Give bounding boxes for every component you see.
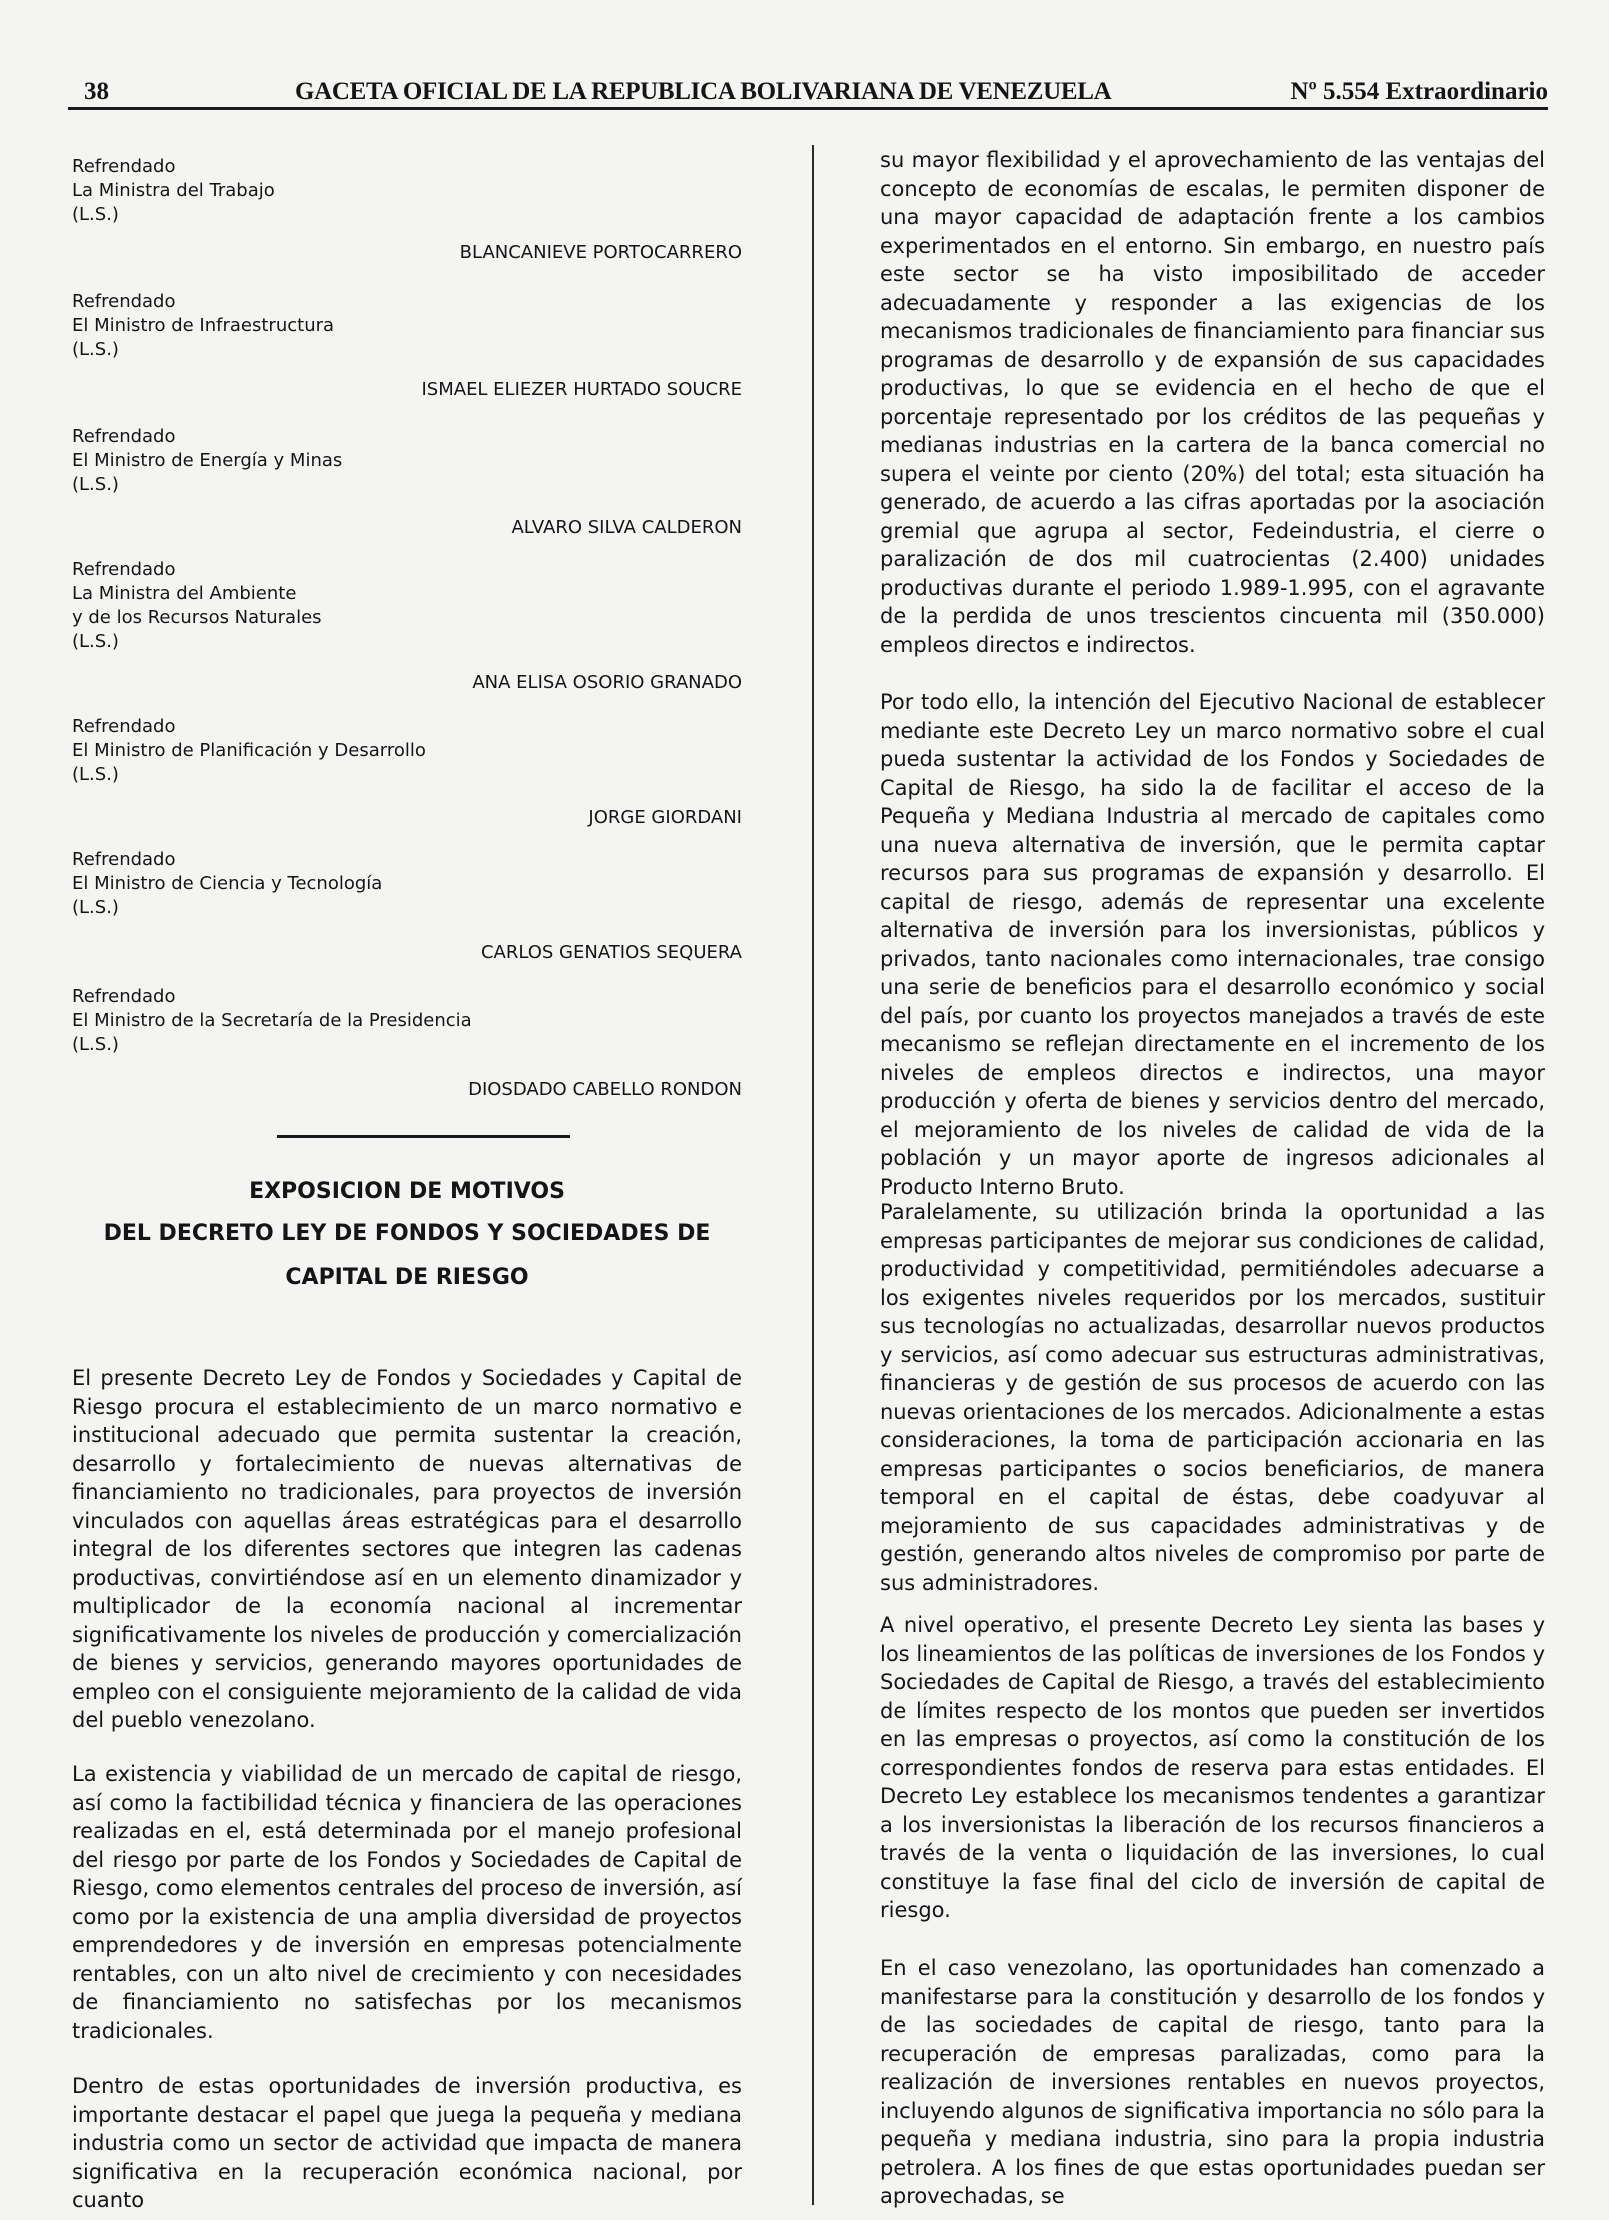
- signatory-name: CARLOS GENATIOS SEQUERA: [480, 942, 742, 963]
- body-paragraph: su mayor flexibilidad y el aprovechamiento de las ventajas del concepto de economías de escalas, le permiten disponer de una mayor capacidad de adaptación frente a los cambios experimentados en el entorno. Sin embargo, en nuestro país este sector se ha visto imposibilitado de acceder adecuadamente y responder a las exigencias de los mecanismos tradicionales de financiamiento para financiar sus programas de desarrollo y de expansión de sus capacidades productivas, lo que se evidencia en el hecho de que el porcentaje representado por los créditos de las pequeñas y medianas industrias en la cartera de la banca comercial no supera el veinte por ciento (20%) del total; esta situación ha generado, de acuerdo a las cifras aportadas por la asociación gremial que agrupa al sector, Fedeindustria, el cierre o paralización de dos mil cuatrocientas (2.400) unidades productivas durante el periodo 1.989-1.995, con el agravante de la perdida de unos trescientos cincuenta mil (350.000) empleos directos e indirectos.: [880, 148, 1545, 657]
- signature-block: [72, 558, 742, 698]
- signatory-name: ALVARO SILVA CALDERON: [511, 517, 742, 538]
- signature-office: El Ministro de Ciencia y Tecnología: [72, 873, 383, 894]
- signature-office: El Ministro de Infraestructura: [72, 315, 335, 336]
- signature-office: El Ministro de Energía y Minas: [72, 450, 343, 471]
- page-header: [68, 72, 1548, 112]
- edition-number: Nº 5.554 Extraordinario: [1290, 78, 1548, 105]
- signature-seal: (L.S.): [72, 204, 119, 225]
- signature-office: La Ministra del Ambiente: [72, 583, 297, 604]
- signatory-name: BLANCANIEVE PORTOCARRERO: [459, 242, 742, 263]
- signature-block: [72, 848, 742, 968]
- section-separator: [277, 1135, 570, 1138]
- body-paragraph: Dentro de estas oportunidades de inversión productiva, es importante destacar el papel que juega la pequeña y mediana industria como un sector de actividad que impacta de manera significativa en la recuperación económica nacional, por cuanto: [72, 2074, 742, 2212]
- signature-seal: (L.S.): [72, 897, 119, 918]
- body-paragraph: Por todo ello, la intención del Ejecutivo Nacional de establecer mediante este Decreto Ley un marco normativo sobre el cual pueda sustentar la actividad de los Fondos y Sociedades de Capital de Riesgo, ha sido la de facilitar el acceso de la Pequeña y Mediana Industria al mercado de capitales como una nueva alternativa de inversión, que le permita captar recursos para sus programas de expansión y desarrollo. El capital de riesgo, además de representar una excelente alternativa de inversión para los inversionistas, públicos y privados, tanto nacionales como internacionales, trae consigo una serie de beneficios para el desarrollo económico y social del país, por cuanto los proyectos manejados a través de este mecanismo se reflejan directamente en el incremento de los niveles de empleos directos e indirectos, una mayor producción y oferta de bienes y servicios dentro del mercado, el mejoramiento de los niveles de calidad de vida de la población y un mayor aporte de ingresos adicionales al Producto Interno Bruto.: [880, 690, 1545, 1199]
- signatory-name: ANA ELISA OSORIO GRANADO: [472, 672, 742, 693]
- signature-seal: (L.S.): [72, 1034, 119, 1055]
- signature-block: [72, 290, 742, 410]
- signature-block: [72, 155, 742, 275]
- signature-office: y de los Recursos Naturales: [72, 607, 322, 628]
- gazette-title: GACETA OFICIAL DE LA REPUBLICA BOLIVARIANA DE VENEZUELA: [295, 78, 1112, 105]
- signature-label: Refrendado: [72, 291, 176, 312]
- signature-seal: (L.S.): [72, 764, 119, 785]
- signatory-name: ISMAEL ELIEZER HURTADO SOUCRE: [421, 379, 742, 400]
- signature-office: La Ministra del Trabajo: [72, 180, 275, 201]
- signature-office: El Ministro de la Secretaría de la Presidencia: [72, 1010, 472, 1031]
- exposition-title-line: DEL DECRETO LEY DE FONDOS Y SOCIEDADES DE: [103, 1221, 711, 1246]
- page-number: 38: [84, 78, 109, 105]
- signature-label: Refrendado: [72, 426, 176, 447]
- signature-label: Refrendado: [72, 156, 176, 177]
- signature-block: [72, 985, 742, 1105]
- signature-label: Refrendado: [72, 986, 176, 1007]
- signature-block: [72, 425, 742, 545]
- exposition-title-line: CAPITAL DE RIESGO: [285, 1265, 529, 1290]
- signature-seal: (L.S.): [72, 339, 119, 360]
- body-paragraph: Paralelamente, su utilización brinda la oportunidad a las empresas participantes de mejorar sus condiciones de calidad, productividad y competitividad, permitiéndoles adecuarse a los exigentes niveles requeridos por los mercados, sustituir sus tecnologías no actualizadas, desarrollar nuevos productos y servicios, así como adecuar sus estructuras administrativas, financieras y de gestión de sus procesos de acuerdo con las nuevas orientaciones de los mercados. Adicionalmente a estas consideraciones, la toma de participación accionaria en las empresas participantes o socios beneficiarios, de manera temporal en el capital de éstas, debe coadyuvar al mejoramiento de sus capacidades administrativas y de gestión, generando altos niveles de compromiso por parte de sus administradores.: [880, 1200, 1545, 1595]
- body-paragraph: La existencia y viabilidad de un mercado de capital de riesgo, así como la factibilidad técnica y financiera de las operaciones realizadas en el, está determinada por el manejo profesional del riesgo por parte de los Fondos y Sociedades de Capital de Riesgo, como elementos centrales del proceso de inversión, así como por la existencia de una amplia diversidad de proyectos emprendedores y de inversión en empresas potencialmente rentables, con un alto nivel de crecimiento y con necesidades de financiamiento no satisfechas por los mecanismos tradicionales.: [72, 1762, 742, 2043]
- body-paragraph: El presente Decreto Ley de Fondos y Sociedades y Capital de Riesgo procura el establecimiento de un marco normativo e institucional adecuado que permita sustentar la creación, desarrollo y fortalecimiento de nuevas alternativas de financiamiento no tradicionales, para proyectos de inversión vinculados con aquellas áreas estratégicas para el desarrollo integral de los diferentes sectores que integren las cadenas productivas, convirtiéndose así en un elemento dinamizador y multiplicador de la economía nacional al incrementar significativamente los niveles de producción y comercialización de bienes y servicios, generando mayores oportunidades de empleo con el consiguiente mejoramiento de la calidad de vida del pueblo venezolano.: [72, 1366, 742, 1732]
- body-paragraph: A nivel operativo, el presente Decreto Ley sienta las bases y los lineamientos de las políticas de inversiones de los Fondos y Sociedades de Capital de Riesgo, a través del establecimiento de límites respecto de los montos que pueden ser invertidos en las empresas o proyectos, así como la constitución de los correspondientes fondos de reserva para estas entidades. El Decreto Ley establece los mecanismos tendentes a garantizar a los inversionistas la liberación de los recursos financieros a través de la venta o liquidación de las inversiones, lo cual constituye la fase final del ciclo de inversión de capital de riesgo.: [880, 1613, 1545, 1922]
- exposition-title-line: EXPOSICION DE MOTIVOS: [249, 1179, 565, 1204]
- signature-label: Refrendado: [72, 849, 176, 870]
- signature-seal: (L.S.): [72, 474, 119, 495]
- body-paragraph: En el caso venezolano, las oportunidades han comenzado a manifestarse para la constitución y desarrollo de los fondos y de las sociedades de capital de riesgo, tanto para la recuperación de empresas paralizadas, como para la realización de inversiones rentables en nuevos proyectos, incluyendo algunos de significativa importancia no sólo para la pequeña y mediana industria, sino para la propia industria petrolera. A los fines de que estas oportunidades puedan ser aprovechadas, se: [880, 1956, 1545, 2208]
- signature-seal: (L.S.): [72, 631, 119, 652]
- signature-block: [72, 715, 742, 835]
- signature-label: Refrendado: [72, 559, 176, 580]
- signature-label: Refrendado: [72, 716, 176, 737]
- header-rule: [68, 107, 1548, 110]
- signature-office: El Ministro de Planificación y Desarrollo: [72, 740, 426, 761]
- signatory-name: JORGE GIORDANI: [588, 807, 742, 828]
- column-divider: [812, 145, 814, 2205]
- signatory-name: DIOSDADO CABELLO RONDON: [468, 1079, 742, 1100]
